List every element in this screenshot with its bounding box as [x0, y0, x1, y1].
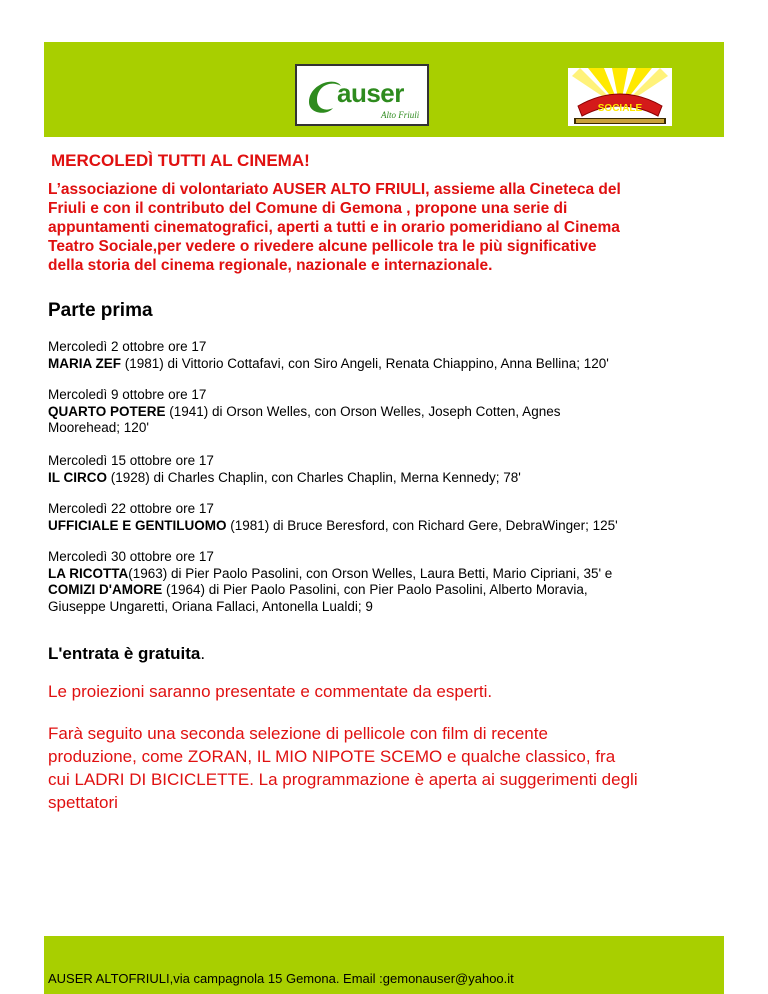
- film-entry: [48, 501, 728, 534]
- film-date: Mercoledì 22 ottobre ore 17: [48, 501, 214, 516]
- film-date: Mercoledì 30 ottobre ore 17: [48, 549, 214, 564]
- film-entry: [48, 339, 728, 372]
- intro-paragraph: [48, 180, 728, 275]
- film-details: (1963) di Pier Paolo Pasolini, con Orson Welles, Laura Betti, Mario Cipriani, 35' e: [128, 565, 613, 581]
- film-date: Mercoledì 15 ottobre ore 17: [48, 453, 214, 468]
- followup-paragraph: [48, 722, 728, 814]
- film-entry: [48, 549, 728, 615]
- intro-line: appuntamenti cinematografici, aperti a tutti e in orario pomeridiano al Cinema: [48, 219, 620, 236]
- film-title: COMIZI D'AMORE: [48, 582, 163, 597]
- film-details: (1928) di Charles Chaplin, con Charles Chaplin, Merna Kennedy; 78': [107, 469, 521, 485]
- auser-logo-name: auser: [337, 78, 404, 108]
- film-date: Mercoledì 9 ottobre ore 17: [48, 387, 207, 402]
- film-entry: [48, 453, 728, 486]
- sociale-logo-text: SOCIALE: [597, 103, 643, 114]
- film-details: (1941) di Orson Welles, con Orson Welles, Joseph Cotten, Agnes: [165, 403, 561, 419]
- film-entry: [48, 387, 728, 437]
- film-details: (1964) di Pier Paolo Pasolini, con Pier Paolo Pasolini, Alberto Moravia,: [162, 582, 588, 597]
- sociale-logo: [568, 68, 672, 126]
- film-details-cont: Moorehead; 120': [48, 420, 149, 435]
- film-title: UFFICIALE E GENTILUOMO: [48, 517, 227, 533]
- film-details: (1981) di Vittorio Cottafavi, con Siro Angeli, Renata Chiappino, Anna Bellina; 120': [121, 355, 609, 371]
- intro-line: della storia del cinema regionale, nazionale e internazionale.: [48, 257, 493, 274]
- entry-bold: L'entrata è gratuita: [48, 644, 201, 663]
- intro-line: L’associazione di volontariato AUSER ALTO FRIULI, assieme alla Cineteca del: [48, 181, 621, 198]
- film-title: LA RICOTTA: [48, 565, 129, 581]
- header-banner: [44, 42, 724, 137]
- film-title: MARIA ZEF: [48, 355, 121, 371]
- film-details-cont: Giuseppe Ungaretti, Oriana Fallaci, Antonella Lualdi; 9: [48, 598, 373, 614]
- followup-line: Farà seguito una seconda selezione di pellicole con film di recente: [48, 724, 548, 743]
- followup-line: produzione, come ZORAN, IL MIO NIPOTE SCEMO e qualche classico, fra: [48, 747, 616, 766]
- auser-logo-sub: Alto Friuli: [381, 110, 420, 120]
- intro-line: Teatro Sociale,per vedere o rivedere alcune pellicole tra le più significative: [48, 238, 597, 255]
- presented-note: Le proiezioni saranno presentate e commentate da esperti.: [48, 682, 493, 701]
- followup-line: spettatori: [48, 793, 118, 812]
- followup-line: cui LADRI DI BICICLETTE. La programmazione è aperta ai suggerimenti degli: [48, 770, 638, 789]
- entry-note: [48, 644, 205, 664]
- footer-text: AUSER ALTOFRIULI,via campagnola 15 Gemona. Email :gemonauser@yahoo.it: [48, 971, 514, 986]
- film-date: Mercoledì 2 ottobre ore 17: [48, 339, 207, 354]
- film-title: QUARTO POTERE: [48, 403, 166, 419]
- film-title: IL CIRCO: [48, 469, 108, 485]
- footer-banner: [44, 936, 724, 994]
- film-details: (1981) di Bruce Beresford, con Richard Gere, DebraWinger; 125': [226, 517, 618, 533]
- entry-end: .: [200, 644, 206, 663]
- part-title: Parte prima: [48, 300, 153, 321]
- sociale-logo-icon: [568, 68, 672, 126]
- auser-logo: [295, 64, 429, 126]
- page-title: MERCOLEDÌ TUTTI AL CINEMA!: [51, 151, 310, 170]
- intro-line: Friuli e con il contributo del Comune di Gemona , propone una serie di: [48, 200, 568, 217]
